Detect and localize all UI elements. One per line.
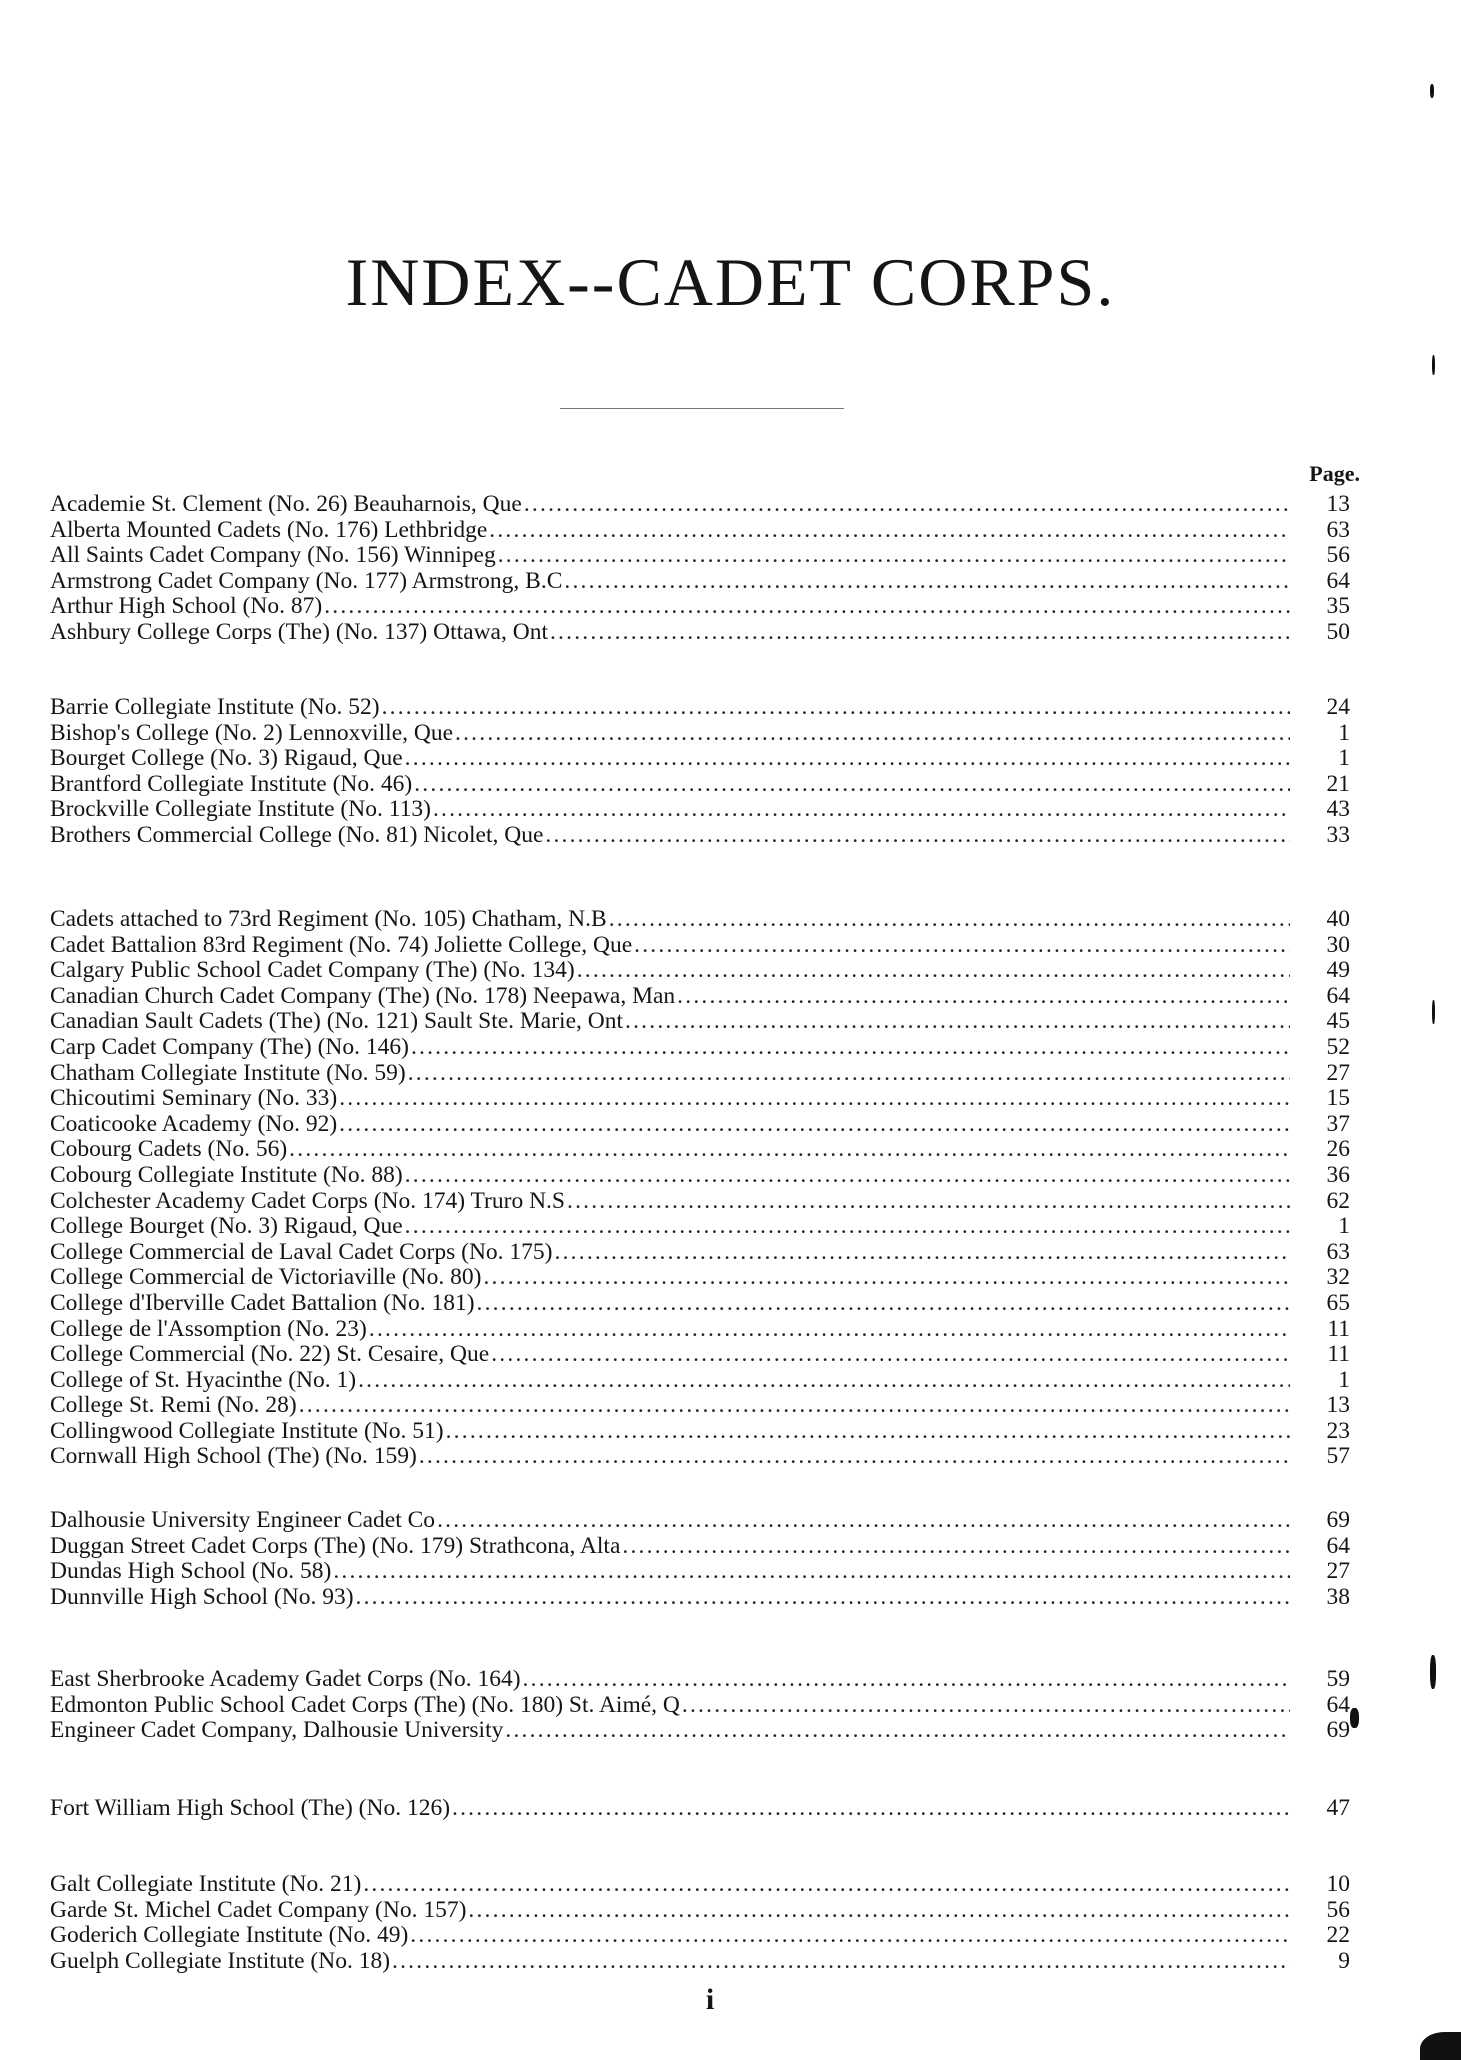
index-entry bbox=[50, 1872, 1350, 1898]
index-entry bbox=[50, 958, 1350, 984]
index-entry bbox=[50, 1342, 1350, 1368]
dot-leader bbox=[452, 1796, 1290, 1822]
scan-speck bbox=[1430, 84, 1434, 98]
dot-leader bbox=[550, 620, 1290, 646]
entry-page-number: 45 bbox=[1326, 1008, 1350, 1035]
index-entry bbox=[50, 772, 1350, 798]
entry-name: Academie St. Clement (No. 26) Beauharnois, Que bbox=[50, 491, 522, 517]
index-entry bbox=[50, 1061, 1350, 1087]
dot-leader bbox=[414, 772, 1290, 798]
title-divider bbox=[560, 408, 844, 409]
index-entry bbox=[50, 695, 1350, 721]
index-entry bbox=[50, 1189, 1350, 1215]
index-entry bbox=[50, 1137, 1350, 1163]
entry-name: Brothers Commercial College (No. 81) Nicolet, Que bbox=[50, 821, 544, 848]
index-entry bbox=[50, 594, 1350, 620]
dot-leader bbox=[523, 1667, 1290, 1693]
dot-leader bbox=[411, 1035, 1290, 1061]
scan-speck bbox=[1430, 1655, 1436, 1689]
dot-leader bbox=[477, 1291, 1290, 1317]
index-entry bbox=[50, 933, 1350, 959]
entry-name: Chicoutimi Seminary (No. 33) bbox=[50, 1085, 338, 1112]
dot-leader bbox=[483, 1265, 1290, 1291]
dot-leader bbox=[392, 1949, 1290, 1975]
dot-leader bbox=[405, 746, 1290, 772]
entry-page-number: 27 bbox=[1326, 1059, 1350, 1086]
dot-leader bbox=[405, 1214, 1290, 1240]
entry-page-number: 65 bbox=[1326, 1289, 1350, 1316]
entry-name: Bishop's College (No. 2) Lennoxville, Que bbox=[50, 719, 454, 746]
entry-name: East Sherbrooke Academy Gadet Corps (No. 164) bbox=[50, 1666, 521, 1692]
entry-name: College Bourget (No. 3) Rigaud, Que bbox=[50, 1213, 403, 1240]
index-group bbox=[50, 1872, 1350, 1974]
index-group bbox=[50, 1508, 1350, 1610]
index-entry bbox=[50, 1317, 1350, 1343]
entry-page-number: 1 bbox=[1338, 745, 1350, 772]
entry-page-number: 52 bbox=[1326, 1033, 1350, 1060]
entry-page-number: 21 bbox=[1326, 770, 1350, 797]
index-entry bbox=[50, 1693, 1350, 1719]
index-group bbox=[50, 1796, 1350, 1822]
entry-page-number: 36 bbox=[1326, 1161, 1350, 1188]
entry-name: Cadet Battalion 83rd Regiment (No. 74) Joliette College, Que bbox=[50, 931, 633, 958]
entry-page-number: 56 bbox=[1326, 1896, 1350, 1923]
entry-page-number: 38 bbox=[1326, 1583, 1350, 1610]
index-entry bbox=[50, 1112, 1350, 1138]
index-entry bbox=[50, 1393, 1350, 1419]
entry-page-number: 49 bbox=[1326, 957, 1350, 984]
entry-page-number: 37 bbox=[1326, 1110, 1350, 1137]
dot-leader bbox=[625, 1009, 1290, 1035]
entry-name: College of St. Hyacinthe (No. 1) bbox=[50, 1366, 357, 1393]
dot-leader bbox=[455, 721, 1290, 747]
index-entry bbox=[50, 1419, 1350, 1445]
dot-leader bbox=[408, 1061, 1290, 1087]
entry-name: Goderich Collegiate Institute (No. 49) bbox=[50, 1922, 409, 1949]
index-entry bbox=[50, 1585, 1350, 1611]
entry-page-number: 63 bbox=[1326, 516, 1350, 543]
dot-leader bbox=[524, 492, 1290, 518]
index-entry bbox=[50, 1534, 1350, 1560]
index-group bbox=[50, 492, 1350, 646]
index-entry bbox=[50, 1508, 1350, 1534]
entry-name: Cornwall High School (The) (No. 159) bbox=[50, 1443, 417, 1470]
dot-leader bbox=[505, 1718, 1290, 1744]
dot-leader bbox=[339, 1112, 1290, 1138]
entry-page-number: 64 bbox=[1326, 1691, 1350, 1718]
dot-leader bbox=[677, 984, 1290, 1010]
entry-page-number: 15 bbox=[1326, 1085, 1350, 1112]
entry-name: Cobourg Cadets (No. 56) bbox=[50, 1136, 288, 1163]
entry-name: College d'Iberville Cadet Battalion (No. 181) bbox=[50, 1289, 475, 1316]
entry-name: Barrie Collegiate Institute (No. 52) bbox=[50, 694, 380, 720]
scan-speck bbox=[1432, 355, 1435, 375]
index-entry bbox=[50, 1796, 1350, 1822]
dot-leader bbox=[419, 1444, 1290, 1470]
entry-name: Ashbury College Corps (The) (No. 137) Ottawa, Ont bbox=[50, 618, 548, 645]
entry-name: Cadets attached to 73rd Regiment (No. 105) Chatham, N.B bbox=[50, 906, 607, 932]
page-folio: i bbox=[705, 1983, 715, 2016]
entry-page-number: 62 bbox=[1326, 1187, 1350, 1214]
entry-name: Carp Cadet Company (The) (No. 146) bbox=[50, 1033, 409, 1060]
entry-page-number: 59 bbox=[1326, 1666, 1350, 1692]
entry-page-number: 69 bbox=[1326, 1717, 1350, 1744]
entry-page-number: 13 bbox=[1326, 1392, 1350, 1419]
entry-name: College St. Remi (No. 28) bbox=[50, 1392, 297, 1419]
entry-name: Collingwood Collegiate Institute (No. 51) bbox=[50, 1417, 444, 1444]
entry-page-number: 1 bbox=[1338, 1366, 1350, 1393]
entry-page-number: 1 bbox=[1338, 1213, 1350, 1240]
scan-speck bbox=[1432, 1000, 1435, 1024]
entry-name: College Commercial de Victoriaville (No. 80) bbox=[50, 1264, 482, 1291]
index-entry bbox=[50, 721, 1350, 747]
index-entry bbox=[50, 1291, 1350, 1317]
entry-name: College Commercial (No. 22) St. Cesaire, Que bbox=[50, 1341, 490, 1368]
index-entry bbox=[50, 1240, 1350, 1266]
index-entry bbox=[50, 1718, 1350, 1744]
dot-leader bbox=[446, 1419, 1290, 1445]
dot-leader bbox=[410, 1923, 1290, 1949]
dot-leader bbox=[491, 1342, 1290, 1368]
index-entry bbox=[50, 1667, 1350, 1693]
dot-leader bbox=[577, 958, 1290, 984]
entry-page-number: 30 bbox=[1326, 931, 1350, 958]
entry-page-number: 50 bbox=[1326, 618, 1350, 645]
page-column-label: Page. bbox=[1309, 461, 1360, 486]
dot-leader bbox=[405, 1163, 1290, 1189]
entry-page-number: 64 bbox=[1326, 982, 1350, 1009]
dot-leader bbox=[324, 594, 1290, 620]
index-entry bbox=[50, 1949, 1350, 1975]
entry-name: Colchester Academy Cadet Corps (No. 174) Truro N.S bbox=[50, 1187, 565, 1214]
index-entry bbox=[50, 569, 1350, 595]
index-entry bbox=[50, 543, 1350, 569]
entry-page-number: 24 bbox=[1326, 694, 1350, 720]
index-entry bbox=[50, 1923, 1350, 1949]
index-entry bbox=[50, 907, 1350, 933]
index-group bbox=[50, 907, 1350, 1470]
entry-page-number: 40 bbox=[1326, 906, 1350, 932]
dot-leader bbox=[622, 1534, 1290, 1560]
entry-name: Brantford Collegiate Institute (No. 46) bbox=[50, 770, 413, 797]
entry-name: Cobourg Collegiate Institute (No. 88) bbox=[50, 1161, 403, 1188]
entry-page-number: 10 bbox=[1326, 1871, 1350, 1897]
dot-leader bbox=[634, 933, 1290, 959]
entry-page-number: 27 bbox=[1326, 1558, 1350, 1585]
scan-speck bbox=[1420, 2032, 1461, 2060]
dot-leader bbox=[567, 1189, 1290, 1215]
entry-page-number: 23 bbox=[1326, 1417, 1350, 1444]
scan-speck bbox=[1350, 1708, 1359, 1728]
index-entry bbox=[50, 1368, 1350, 1394]
entry-page-number: 64 bbox=[1326, 567, 1350, 594]
index-entry bbox=[50, 1898, 1350, 1924]
dot-leader bbox=[468, 1898, 1290, 1924]
index-entry bbox=[50, 1035, 1350, 1061]
entry-page-number: 11 bbox=[1327, 1315, 1350, 1342]
dot-leader bbox=[289, 1137, 1290, 1163]
dot-leader bbox=[333, 1559, 1290, 1585]
dot-leader bbox=[339, 1086, 1290, 1112]
entry-page-number: 43 bbox=[1326, 796, 1350, 823]
entry-name: All Saints Cadet Company (No. 156) Winnipeg bbox=[50, 542, 496, 569]
entry-name: Dunnville High School (No. 93) bbox=[50, 1583, 354, 1610]
index-entry bbox=[50, 518, 1350, 544]
dot-leader bbox=[609, 907, 1290, 933]
entry-name: Galt Collegiate Institute (No. 21) bbox=[50, 1871, 362, 1897]
entry-name: Garde St. Michel Cadet Company (No. 157) bbox=[50, 1896, 467, 1923]
dot-leader bbox=[564, 569, 1290, 595]
entry-name: Calgary Public School Cadet Company (The) (No. 134) bbox=[50, 957, 575, 984]
page-title: INDEX--CADET CORPS. bbox=[345, 244, 1116, 320]
entry-name: Alberta Mounted Cadets (No. 176) Lethbridge bbox=[50, 516, 488, 543]
entry-page-number: 33 bbox=[1326, 821, 1350, 848]
index-group bbox=[50, 695, 1350, 849]
entry-page-number: 56 bbox=[1326, 542, 1350, 569]
entry-page-number: 22 bbox=[1326, 1922, 1350, 1949]
entry-name: Canadian Church Cadet Company (The) (No. 178) Neepawa, Man bbox=[50, 982, 676, 1009]
entry-name: Brockville Collegiate Institute (No. 113) bbox=[50, 796, 431, 823]
index-entry bbox=[50, 1009, 1350, 1035]
entry-page-number: 64 bbox=[1326, 1532, 1350, 1559]
entry-name: Dundas High School (No. 58) bbox=[50, 1558, 332, 1585]
entry-page-number: 47 bbox=[1326, 1795, 1350, 1821]
index-entry bbox=[50, 797, 1350, 823]
dot-leader bbox=[437, 1508, 1290, 1534]
entry-page-number: 63 bbox=[1326, 1238, 1350, 1265]
dot-leader bbox=[489, 518, 1290, 544]
dot-leader bbox=[682, 1693, 1290, 1719]
entry-page-number: 69 bbox=[1326, 1507, 1350, 1533]
dot-leader bbox=[545, 823, 1290, 849]
entry-page-number: 13 bbox=[1326, 491, 1350, 517]
index-entry bbox=[50, 1444, 1350, 1470]
entry-name: Coaticooke Academy (No. 92) bbox=[50, 1110, 338, 1137]
entry-name: Armstrong Cadet Company (No. 177) Armstrong, B.C bbox=[50, 567, 563, 594]
index-entry bbox=[50, 620, 1350, 646]
index-entry bbox=[50, 746, 1350, 772]
entry-page-number: 26 bbox=[1326, 1136, 1350, 1163]
entry-name: Duggan Street Cadet Corps (The) (No. 179) Strathcona, Alta bbox=[50, 1532, 621, 1559]
dot-leader bbox=[299, 1393, 1290, 1419]
dot-leader bbox=[356, 1585, 1290, 1611]
entry-name: Fort William High School (The) (No. 126) bbox=[50, 1795, 451, 1821]
index-entry bbox=[50, 1163, 1350, 1189]
index-entry bbox=[50, 1214, 1350, 1240]
entry-name: Engineer Cadet Company, Dalhousie University bbox=[50, 1717, 504, 1744]
index-entry bbox=[50, 1265, 1350, 1291]
entry-name: College de l'Assomption (No. 23) bbox=[50, 1315, 367, 1342]
entry-page-number: 35 bbox=[1326, 593, 1350, 620]
entry-name: Chatham Collegiate Institute (No. 59) bbox=[50, 1059, 406, 1086]
entry-name: Guelph Collegiate Institute (No. 18) bbox=[50, 1947, 391, 1974]
index-entry bbox=[50, 1086, 1350, 1112]
index-entry bbox=[50, 823, 1350, 849]
dot-leader bbox=[555, 1240, 1290, 1266]
entry-page-number: 32 bbox=[1326, 1264, 1350, 1291]
entry-name: Bourget College (No. 3) Rigaud, Que bbox=[50, 745, 403, 772]
index-entry bbox=[50, 984, 1350, 1010]
entry-page-number: 11 bbox=[1327, 1341, 1350, 1368]
entry-page-number: 9 bbox=[1338, 1947, 1350, 1974]
dot-leader bbox=[363, 1872, 1290, 1898]
entry-page-number: 1 bbox=[1338, 719, 1350, 746]
entry-name: Edmonton Public School Cadet Corps (The) (No. 180) St. Aimé, Q bbox=[50, 1691, 680, 1718]
entry-name: Dalhousie University Engineer Cadet Co bbox=[50, 1507, 436, 1533]
dot-leader bbox=[433, 797, 1290, 823]
dot-leader bbox=[382, 695, 1290, 721]
dot-leader bbox=[369, 1317, 1290, 1343]
dot-leader bbox=[498, 543, 1290, 569]
index-group bbox=[50, 1667, 1350, 1744]
dot-leader bbox=[358, 1368, 1290, 1394]
entry-name: College Commercial de Laval Cadet Corps (No. 175) bbox=[50, 1238, 553, 1265]
entry-name: Arthur High School (No. 87) bbox=[50, 593, 323, 620]
entry-page-number: 57 bbox=[1326, 1443, 1350, 1470]
entry-name: Canadian Sault Cadets (The) (No. 121) Sault Ste. Marie, Ont bbox=[50, 1008, 624, 1035]
index-entry bbox=[50, 492, 1350, 518]
index-entry bbox=[50, 1559, 1350, 1585]
